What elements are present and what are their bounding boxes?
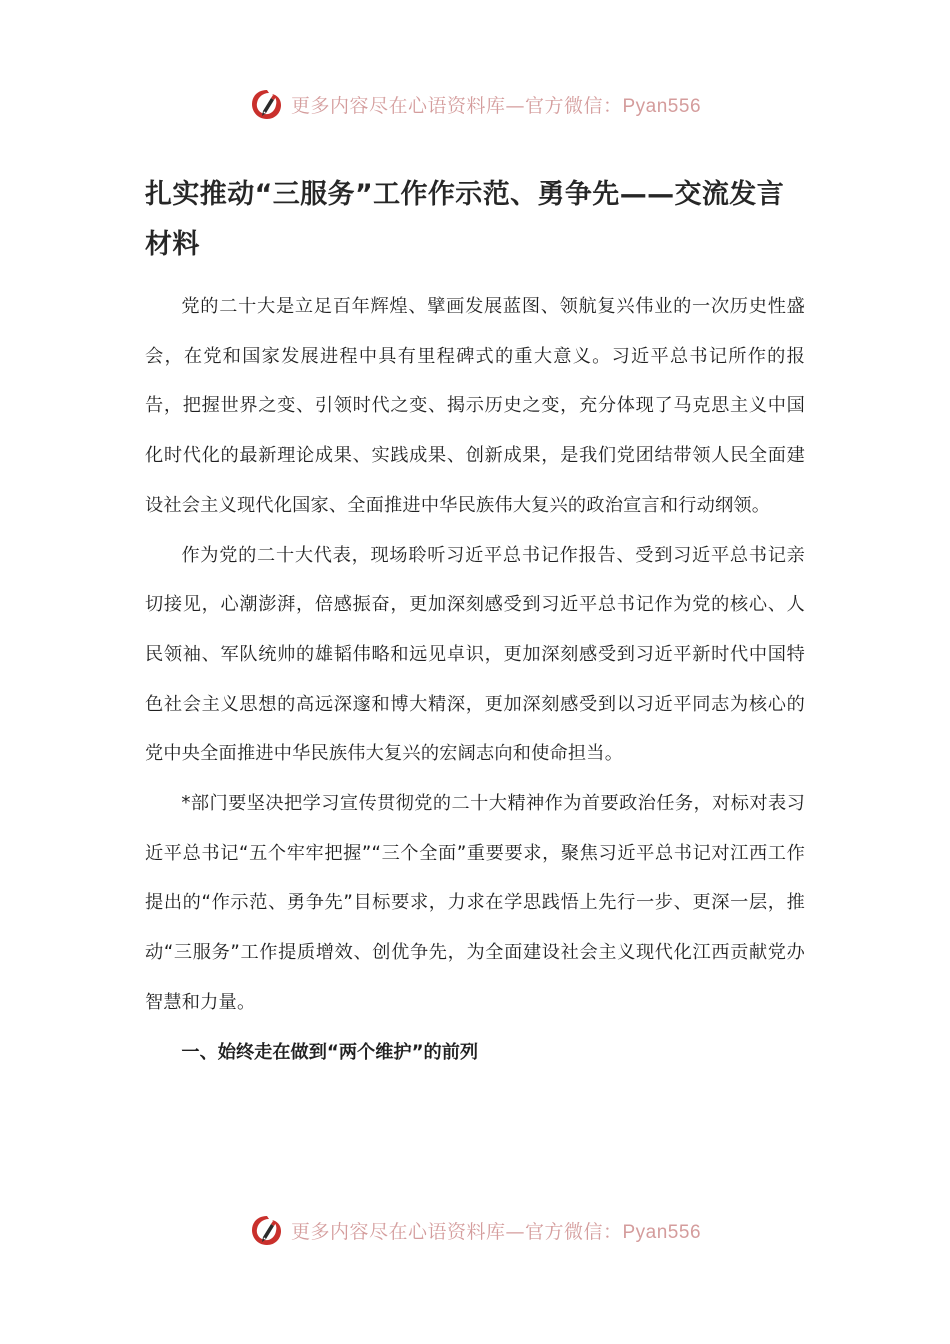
banner-text	[291, 1217, 701, 1244]
banner-wechat-id: Pyan556	[622, 1221, 702, 1243]
paragraph-3: *部门要坚决把学习宣传贯彻党的二十大精神作为首要政治任务，对标对表习近平总书记“五个牢牢把握”“三个全面”重要要求，聚焦习近平总书记对江西工作提出的“作示范、勇争先”目标要求，力求在学思践悟上先行一步、更深一层，推动“三服务”工作提质增效、创优争先，为全面建设社会主义现代化江西贡献党办智慧和力量。	[145, 793, 805, 1013]
section-heading: 一、始终走在做到“两个维护”的前列	[181, 1041, 479, 1063]
pen-nib-swirl-icon	[249, 86, 285, 122]
pen-nib-swirl-icon	[249, 1212, 285, 1248]
banner-text	[291, 91, 701, 118]
banner-slogan: 更多内容尽在心语资料库—官方微信：	[290, 1220, 623, 1243]
banner-slogan: 更多内容尽在心语资料库—官方微信：	[290, 94, 623, 117]
paragraph-2: 作为党的二十大代表，现场聆听习近平总书记作报告、受到习近平总书记亲切接见，心潮澎湃，倍感振奋，更加深刻感受到习近平总书记作为党的核心、人民领袖、军队统帅的雄韬伟略和远见卓识，更加深刻感受到习近平新时代中国特色社会主义思想的高远深邃和博大精深，更加深刻感受到以习近平同志为核心的党中央全面推进中华民族伟大复兴的宏阔志向和使命担当。	[145, 544, 805, 765]
header-banner	[0, 84, 950, 124]
paragraph-1: 党的二十大是立足百年辉煌、擘画发展蓝图、领航复兴伟业的一次历史性盛会，在党和国家发展进程中具有里程碑式的重大意义。习近平总书记所作的报告，把握世界之变、引领时代之变、揭示历史之变，充分体现了马克思主义中国化时代化的最新理论成果、实践成果、创新成果，是我们党团结带领人民全面建设社会主义现代化国家、全面推进中华民族伟大复兴的政治宣言和行动纲领。	[145, 296, 805, 516]
document-title: 扎实推动“三服务”工作作示范、勇争先——交流发言材料	[145, 179, 785, 260]
footer-banner	[0, 1210, 950, 1250]
banner-wechat-id: Pyan556	[622, 95, 702, 117]
document-body	[145, 282, 805, 1077]
